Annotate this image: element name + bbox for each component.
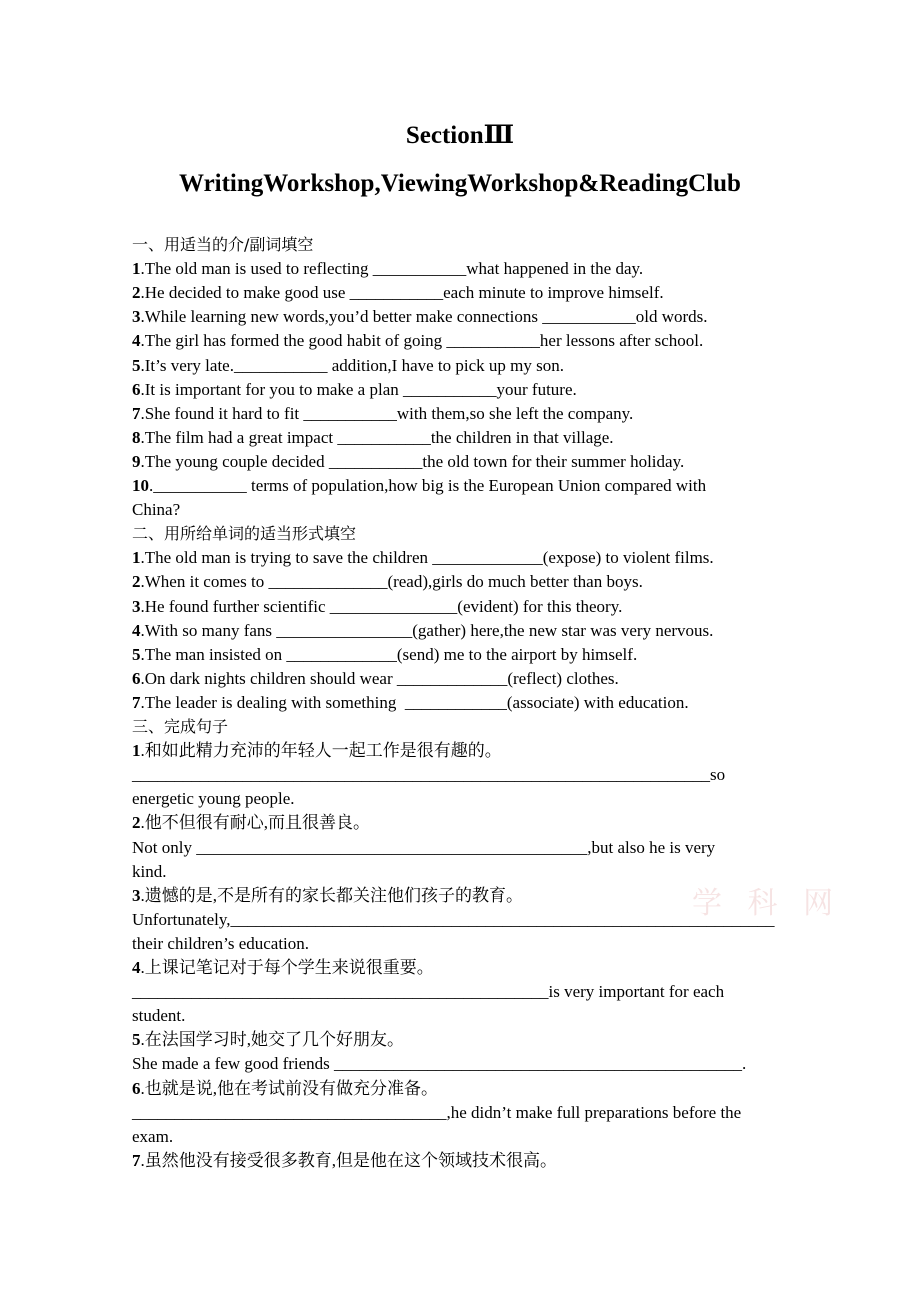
exercise-line (132, 765, 725, 785)
question-number: 4 (132, 958, 141, 977)
exercise-line (132, 886, 523, 906)
line-text: .The old man is trying to save the children _____________(expose) to violent films. (140, 548, 714, 568)
line-text: their children’s education. (132, 933, 310, 953)
exercise-line (132, 572, 643, 592)
exercise-line (132, 476, 706, 496)
line-text: .也就是说,他在考试前没有做充分准备。 (140, 1078, 438, 1098)
exercise-line (132, 1127, 173, 1147)
exercise-line (132, 283, 664, 303)
question-number: 7 (132, 692, 141, 712)
question-number: 6 (132, 1078, 141, 1098)
line-text: .He found further scientific _______________(evident) for this theory. (140, 596, 623, 616)
exercise-line (132, 452, 684, 472)
line-text: .The girl has formed the good habit of going ___________her lessons after school. (140, 331, 704, 351)
question-number: 1 (132, 741, 141, 761)
exercise-line (132, 934, 309, 954)
line-text: .The film had a great impact ___________the children in that village. (140, 427, 614, 447)
question-number: 3 (132, 307, 141, 327)
question-number: 7 (132, 1150, 141, 1170)
question-number: 8 (132, 427, 141, 447)
line-text: .The leader is dealing with something ____________(associate) with education. (140, 692, 689, 712)
exercise-line (132, 621, 713, 641)
exercise-line (132, 910, 775, 930)
line-text: .他不但很有耐心,而且很善良。 (140, 813, 370, 833)
question-number: 3 (132, 596, 141, 616)
question-number: 1 (132, 548, 141, 568)
exercise-line (132, 1151, 557, 1171)
exercise-line (132, 645, 637, 665)
line-text: kind. (132, 861, 167, 881)
exercise-line (132, 259, 643, 279)
exercise-line (132, 548, 714, 568)
line-text: .The old man is used to reflecting ___________what happened in the day. (140, 259, 644, 279)
exercise-line (132, 1030, 404, 1050)
question-number: 2 (132, 813, 141, 833)
exercise-line (132, 958, 434, 978)
line-text: .遗憾的是,不是所有的家长都关注他们孩子的教育。 (140, 885, 523, 905)
question-number: 9 (132, 451, 141, 471)
question-number: 2 (132, 572, 141, 592)
exercise-line (132, 1103, 741, 1123)
exercise-line (132, 1079, 438, 1099)
exercise-line (132, 597, 622, 617)
line-text: .It is important for you to make a plan ___________your future. (140, 379, 577, 399)
exercise-line (132, 307, 708, 327)
exercise-line (132, 331, 703, 351)
exercise-line (132, 1006, 185, 1026)
line-text: .在法国学习时,她交了几个好朋友。 (140, 1030, 404, 1050)
question-number: 4 (132, 331, 141, 351)
exercise-line (132, 789, 295, 809)
line-text: .She found it hard to fit ___________with them,so she left the company. (140, 403, 634, 423)
line-text: .上课记笔记对于每个学生来说很重要。 (140, 958, 434, 977)
exercise-line (132, 813, 370, 833)
exercise-line (132, 693, 689, 713)
line-text: .On dark nights children should wear _____________(reflect) clothes. (140, 668, 619, 688)
line-text: _________________________________________________is very important for each (132, 982, 725, 1002)
section-heading (132, 717, 228, 737)
line-text: exam. (132, 1126, 174, 1146)
question-number: 5 (132, 644, 141, 664)
line-text: .The man insisted on _____________(send) me to the airport by himself. (140, 644, 638, 664)
exercise-line (132, 669, 619, 689)
question-number: 6 (132, 668, 141, 688)
question-number: 1 (132, 259, 141, 279)
document-subtitle: WritingWorkshop,ViewingWorkshop&ReadingClub (179, 170, 741, 197)
question-number: 10 (132, 476, 149, 495)
question-number: 7 (132, 403, 141, 423)
line-text: .___________ terms of population,how big is the European Union compared with (149, 476, 707, 495)
question-number: 6 (132, 379, 141, 399)
question-number: 5 (132, 355, 141, 375)
line-text: .和如此精力充沛的年轻人一起工作是很有趣的。 (140, 741, 502, 761)
line-text: ____________________________________________________________________so (132, 765, 726, 785)
line-text: Unfortunately,________________________________________________________________ (132, 909, 775, 929)
line-text: _____________________________________,he didn’t make full preparations before the (132, 1102, 742, 1122)
line-text: She made a few good friends ________________________________________________. (132, 1054, 747, 1074)
line-text: .He decided to make good use ___________each minute to improve himself. (140, 283, 664, 303)
exercise-line (132, 862, 166, 882)
line-text: Not only ______________________________________________,but also he is very (132, 837, 716, 857)
exercise-line (132, 404, 633, 424)
line-text: .It’s very late.___________ addition,I have to pick up my son. (140, 355, 565, 375)
section-heading (132, 235, 313, 255)
exercise-line (132, 380, 577, 400)
line-text: China? (132, 500, 181, 520)
exercise-line (132, 1054, 746, 1074)
question-number: 5 (132, 1030, 141, 1050)
line-text: 一、用适当的介/副词填空 (132, 235, 314, 254)
exercise-line (132, 500, 180, 520)
line-text: student. (132, 1006, 186, 1026)
section-title: SectionⅢ (405, 122, 515, 149)
exercise-line (132, 838, 715, 858)
watermark: 学 科 网 (692, 886, 842, 921)
line-text: energetic young people. (132, 789, 295, 809)
line-text: .With so many fans ________________(gather) here,the new star was very nervous. (140, 620, 714, 640)
question-number: 3 (132, 885, 141, 905)
line-text: .When it comes to ______________(read),girls do much better than boys. (140, 572, 643, 592)
line-text: .While learning new words,you’d better make connections ___________old words. (140, 307, 708, 327)
exercise-line (132, 741, 502, 761)
line-text: .虽然他没有接受很多教育,但是他在这个领域技术很高。 (140, 1150, 557, 1170)
line-text: 三、完成句子 (132, 717, 229, 736)
question-number: 2 (132, 283, 141, 303)
line-text: 二、用所给单词的适当形式填空 (132, 524, 357, 544)
line-text: .The young couple decided ___________the old town for their summer holiday. (140, 451, 685, 471)
exercise-line (132, 428, 614, 448)
section-heading (132, 524, 356, 544)
exercise-line (132, 356, 564, 376)
exercise-line (132, 982, 724, 1002)
question-number: 4 (132, 620, 141, 640)
